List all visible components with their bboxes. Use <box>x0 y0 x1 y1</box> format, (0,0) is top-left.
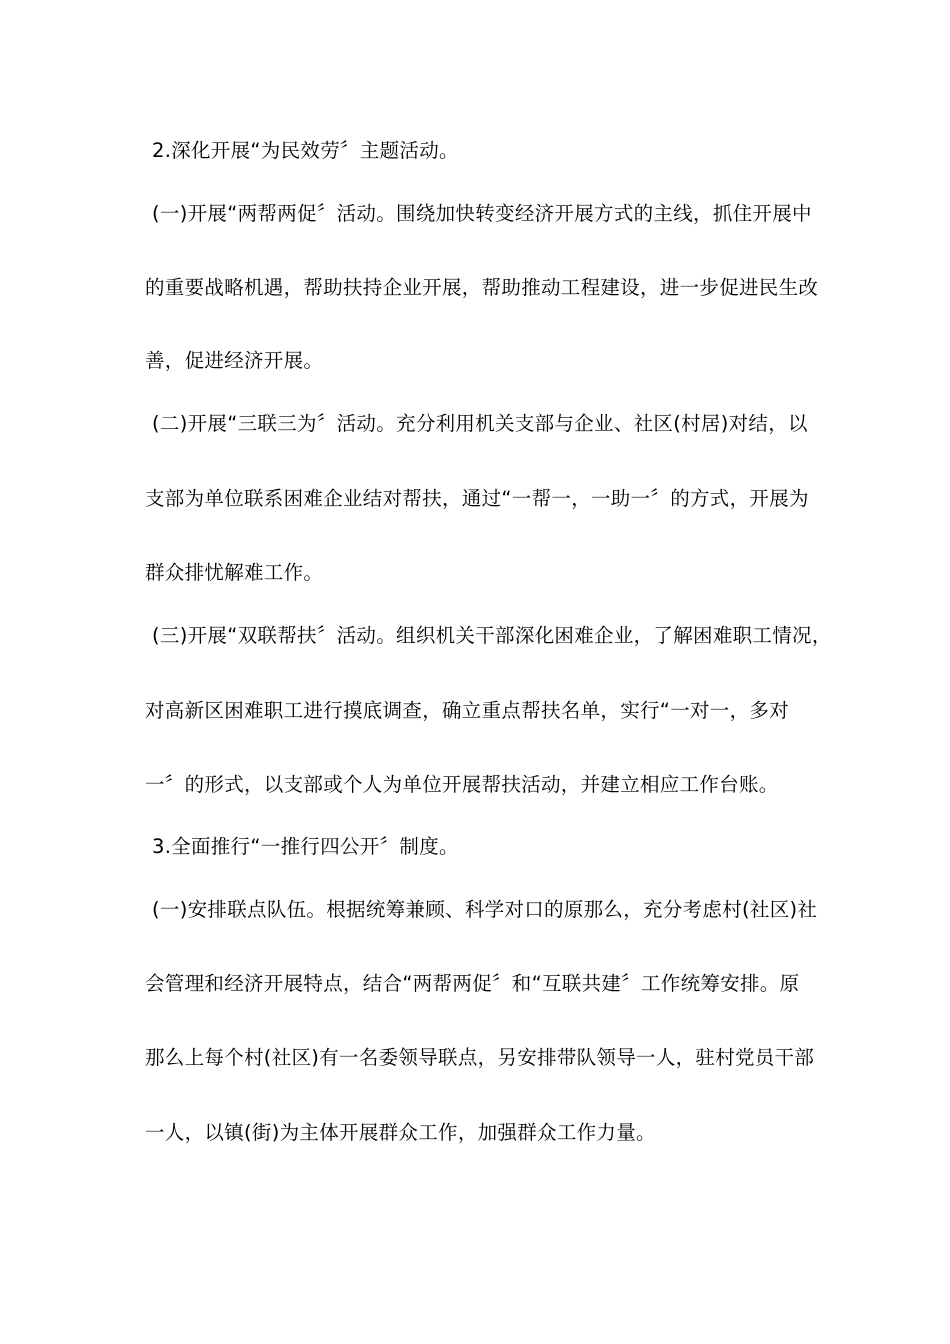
paragraph-line: (二)开展“三联三为〞活动。充分利用机关支部与企业、社区(村居)对结，以 <box>152 412 808 435</box>
paragraph-line: 会管理和经济开展特点，结合“两帮两促〞和“互联共建〞工作统筹安排。原 <box>145 972 800 995</box>
paragraph-line: (一)安排联点队伍。根据统筹兼顾、科学对口的原那么，充分考虑村(社区)社 <box>152 898 818 921</box>
paragraph-line: 那么上每个村(社区)有一名委领导联点，另安排带队领导一人，驻村党员干部 <box>145 1046 815 1069</box>
paragraph-line: 对高新区困难职工进行摸底调查，确立重点帮扶名单，实行“一对一，多对 <box>145 699 790 722</box>
paragraph-line: 的重要战略机遇，帮助扶持企业开展，帮助推动工程建设，进一步促进民生改 <box>145 276 819 299</box>
section-heading-2: 2.深化开展“为民效劳〞主题活动。 <box>152 139 459 162</box>
paragraph-line: (三)开展“双联帮扶〞活动。组织机关干部深化困难企业，了解困难职工情况， <box>152 624 832 647</box>
paragraph-line: 支部为单位联系困难企业结对帮扶，通过“一帮一，一助一〞的方式，开展为 <box>145 487 809 510</box>
paragraph-line: 一人，以镇(街)为主体开展群众工作，加强群众工作力量。 <box>145 1121 656 1144</box>
paragraph-line: 一〞的形式，以支部或个人为单位开展帮扶活动，并建立相应工作台账。 <box>145 773 779 796</box>
paragraph-line: 群众排忧解难工作。 <box>145 561 324 584</box>
section-heading-3: 3.全面推行“一推行四公开〞制度。 <box>152 835 459 858</box>
paragraph-line: 善，促进经济开展。 <box>145 349 324 372</box>
paragraph-line: (一)开展“两帮两促〞活动。围绕加快转变经济开展方式的主线，抓住开展中 <box>152 202 812 225</box>
